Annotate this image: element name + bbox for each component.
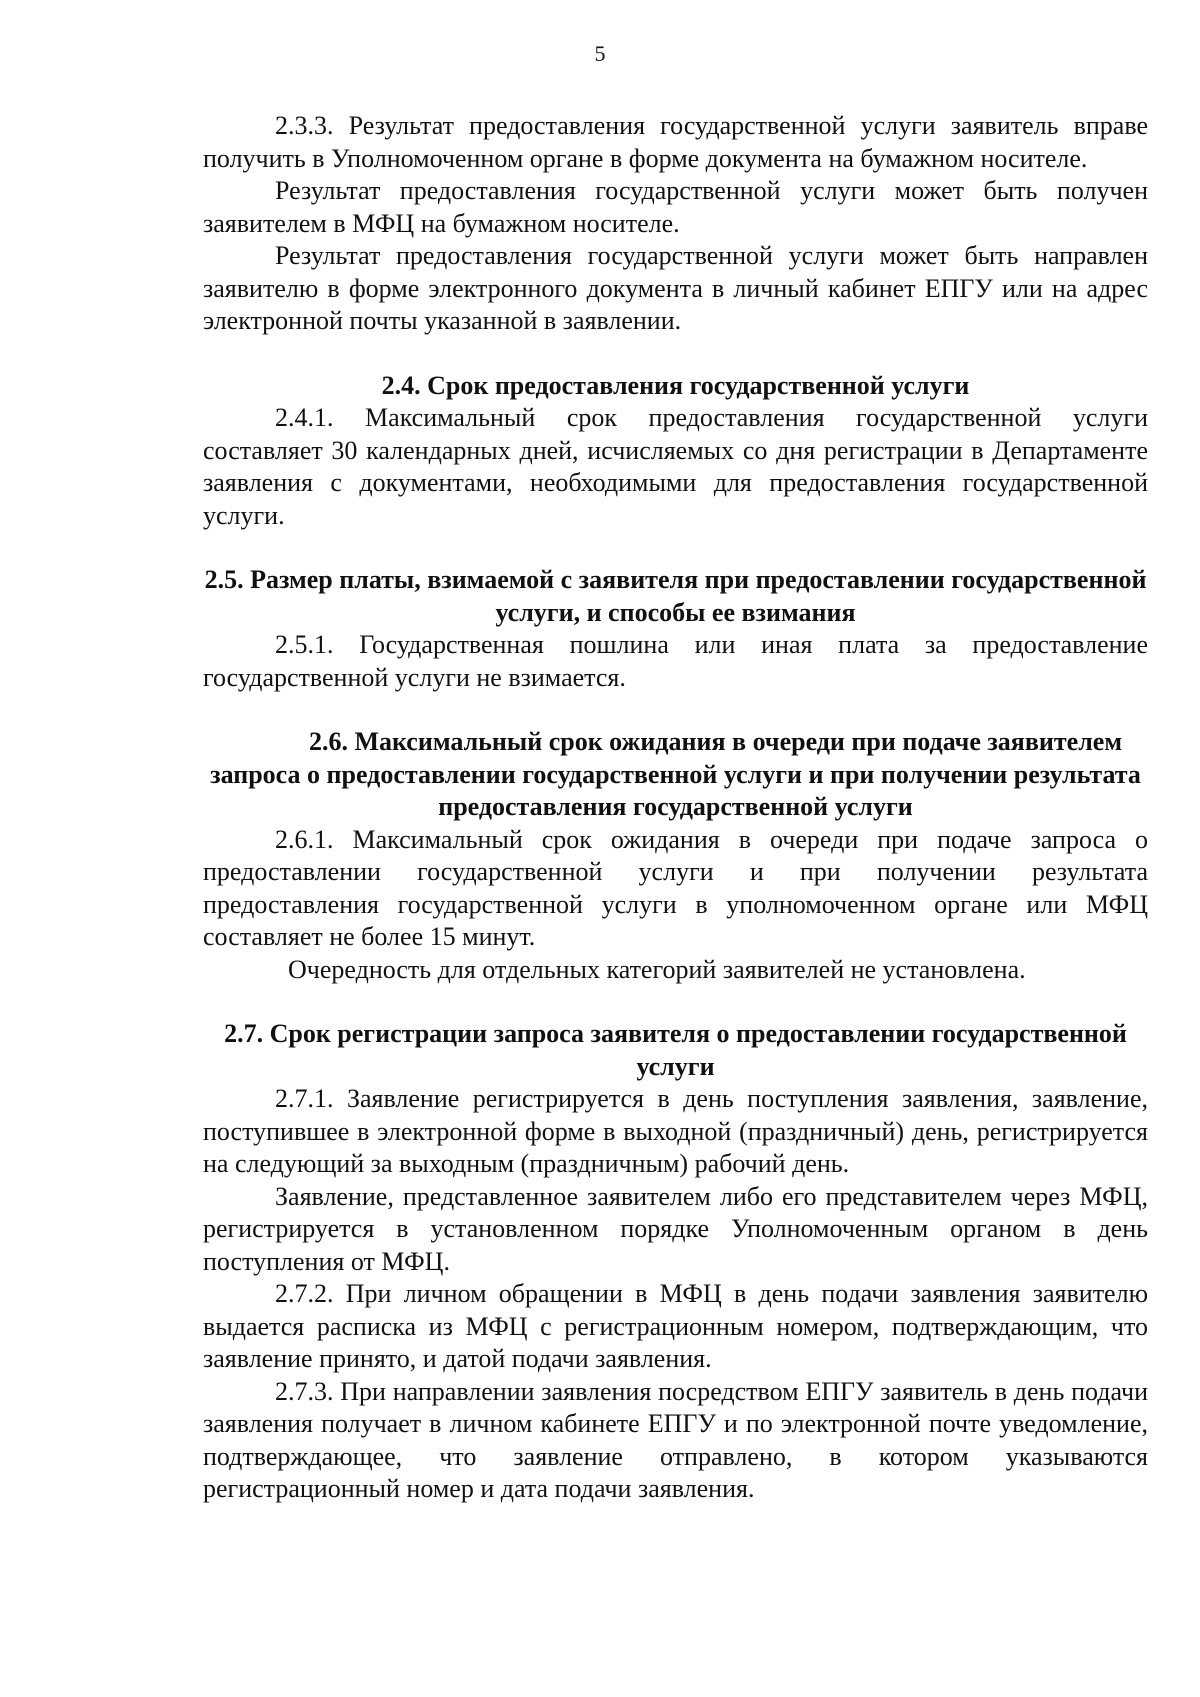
paragraph-2-3-3: 2.3.3. Результат предоставления государственной услуги заявитель вправе получить в Уполномоченном органе в форме документа на бумажном носителе. — [203, 111, 1148, 173]
paragraph-queue-priority: Очередность для отдельных категорий заявителей не установлена. — [288, 954, 1026, 984]
section-spacer — [203, 986, 1148, 1018]
paragraph-mfc-registration: Заявление, представленное заявителем либо его представителем через МФЦ, регистрируется в установленном порядке Уполномоченным органом в день поступления от МФЦ. — [203, 1181, 1148, 1276]
paragraph-2-5-1: 2.5.1. Государственная пошлина или иная плата за предоставление государственной услуги не взимается. — [203, 630, 1148, 692]
paragraph-2-7-1: 2.7.1. Заявление регистрируется в день поступления заявления, заявление, поступившее в электронной форме в выходной (праздничный) день, регистрируется на следующий за выходным (праздничным) рабочий день. — [203, 1084, 1148, 1178]
section-spacer — [203, 694, 1148, 726]
paragraph-result-mfc: Результат предоставления государственной услуги может быть получен заявителем в МФЦ на бумажном носителе. — [203, 176, 1148, 238]
heading-2-4: 2.4. Срок предоставления государственной услуги — [381, 370, 970, 400]
document-body — [203, 110, 1148, 1506]
heading-2-5: 2.5. Размер платы, взимаемой с заявителя при предоставлении государственной услуги, и способы ее взимания — [204, 565, 1147, 627]
paragraph-2-7-3: 2.7.3. При направлении заявления посредством ЕПГУ заявитель в день подачи заявления получает в личном кабинете ЕПГУ и по электронной почте уведомление, подтверждающее, что заявление отправлено, в котором указываются регистрационный номер и дата подачи заявления. — [203, 1376, 1148, 1503]
paragraph-2-7-2: 2.7.2. При личном обращении в МФЦ в день подачи заявления заявителю выдается расписка из МФЦ с регистрационным номером, подтверждающим, что заявление принято, и датой подачи заявления. — [203, 1279, 1148, 1373]
section-spacer — [203, 532, 1148, 564]
heading-2-7: 2.7. Срок регистрации запроса заявителя о предоставлении государственной услуги — [224, 1019, 1127, 1081]
paragraph-result-electronic: Результат предоставления государственной услуги может быть направлен заявителю в форме электронного документа в личный кабинет ЕПГУ или на адрес электронной почты указанной в заявлении. — [203, 241, 1148, 335]
heading-2-6: 2.6. Максимальный срок ожидания в очереди при подаче заявителем запроса о предоставлении государственной услуги и при получении результата предоставления государственной услуги — [210, 727, 1141, 821]
paragraph-2-6-1: 2.6.1. Максимальный срок ожидания в очереди при подаче запроса о предоставлении государственной услуги и при получении результата предоставления государственной услуги в уполномоченном органе или МФЦ составляет не более 15 минут. — [203, 824, 1148, 951]
page-number: 5 — [594, 41, 606, 66]
section-spacer — [203, 338, 1148, 370]
paragraph-2-4-1: 2.4.1. Максимальный срок предоставления государственной услуги составляет 30 календарных дней, исчисляемых со дня регистрации в Департаменте заявления с документами, необходимыми для предоставления государственной услуги. — [203, 403, 1148, 530]
